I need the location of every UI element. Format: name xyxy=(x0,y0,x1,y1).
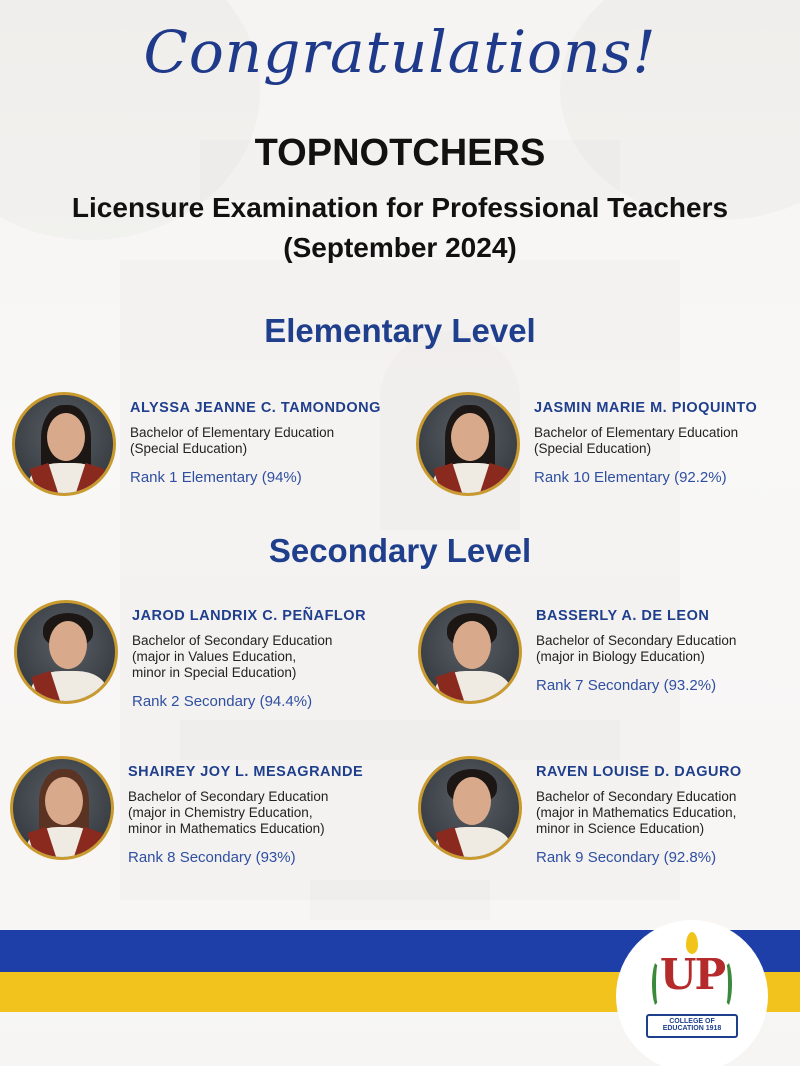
topnotcher-card xyxy=(14,600,394,710)
topnotcher-degree: Bachelor of Secondary Education (major in Biology Education) xyxy=(536,633,737,664)
topnotcher-name: ALYSSA JEANNE C. TAMONDONG xyxy=(130,400,381,416)
topnotcher-name: RAVEN LOUISE D. DAGURO xyxy=(536,764,742,780)
topnotcher-card xyxy=(10,756,390,866)
topnotcher-rank: Rank 2 Secondary (94.4%) xyxy=(132,693,313,710)
congratulations-title: Congratulations! xyxy=(143,18,657,86)
topnotcher-card xyxy=(416,392,796,502)
portrait-photo xyxy=(418,600,522,704)
topnotcher-name: JASMIN MARIE M. PIOQUINTO xyxy=(534,400,758,416)
topnotcher-card xyxy=(12,392,392,502)
topnotcher-name: SHAIREY JOY L. MESAGRANDE xyxy=(128,764,364,780)
topnotcher-card xyxy=(418,600,798,710)
laurel-icon xyxy=(720,960,732,1008)
portrait-photo xyxy=(416,392,520,496)
topnotcher-degree: Bachelor of Secondary Education (major in Mathematics Education, minor in Science Education) xyxy=(536,789,737,836)
logo-text: COLLEGE OF EDUCATION 1918 xyxy=(646,1014,738,1038)
page-title: TOPNOTCHERS xyxy=(254,132,546,174)
portrait-photo xyxy=(12,392,116,496)
topnotcher-rank: Rank 10 Elementary (92.2%) xyxy=(534,469,727,486)
topnotcher-rank: Rank 9 Secondary (92.8%) xyxy=(536,849,717,866)
topnotcher-rank: Rank 1 Elementary (94%) xyxy=(130,469,302,486)
college-of-education-logo xyxy=(616,920,768,1066)
topnotcher-card xyxy=(418,756,798,866)
topnotcher-degree: Bachelor of Elementary Education (Special Education) xyxy=(534,425,739,456)
portrait-photo xyxy=(10,756,114,860)
topnotcher-name: JAROD LANDRIX C. PEÑAFLOR xyxy=(132,608,367,624)
secondary-level-heading: Secondary Level xyxy=(268,532,532,569)
topnotcher-name: BASSERLY A. DE LEON xyxy=(536,608,710,624)
topnotcher-degree: Bachelor of Secondary Education (major in Values Education, minor in Special Education) xyxy=(132,633,333,680)
logo-monogram: UP xyxy=(659,950,725,999)
laurel-icon xyxy=(652,960,664,1008)
exam-title: Licensure Examination for Professional Teachers xyxy=(71,192,729,223)
portrait-photo xyxy=(14,600,118,704)
portrait-photo xyxy=(418,756,522,860)
topnotcher-rank: Rank 7 Secondary (93.2%) xyxy=(536,677,717,694)
topnotcher-rank: Rank 8 Secondary (93%) xyxy=(128,849,296,866)
topnotcher-degree: Bachelor of Elementary Education (Special Education) xyxy=(130,425,335,456)
exam-date: (September 2024) xyxy=(283,232,517,263)
topnotcher-degree: Bachelor of Secondary Education (major in Chemistry Education, minor in Mathematics Education) xyxy=(128,789,329,836)
elementary-level-heading: Elementary Level xyxy=(264,312,536,349)
